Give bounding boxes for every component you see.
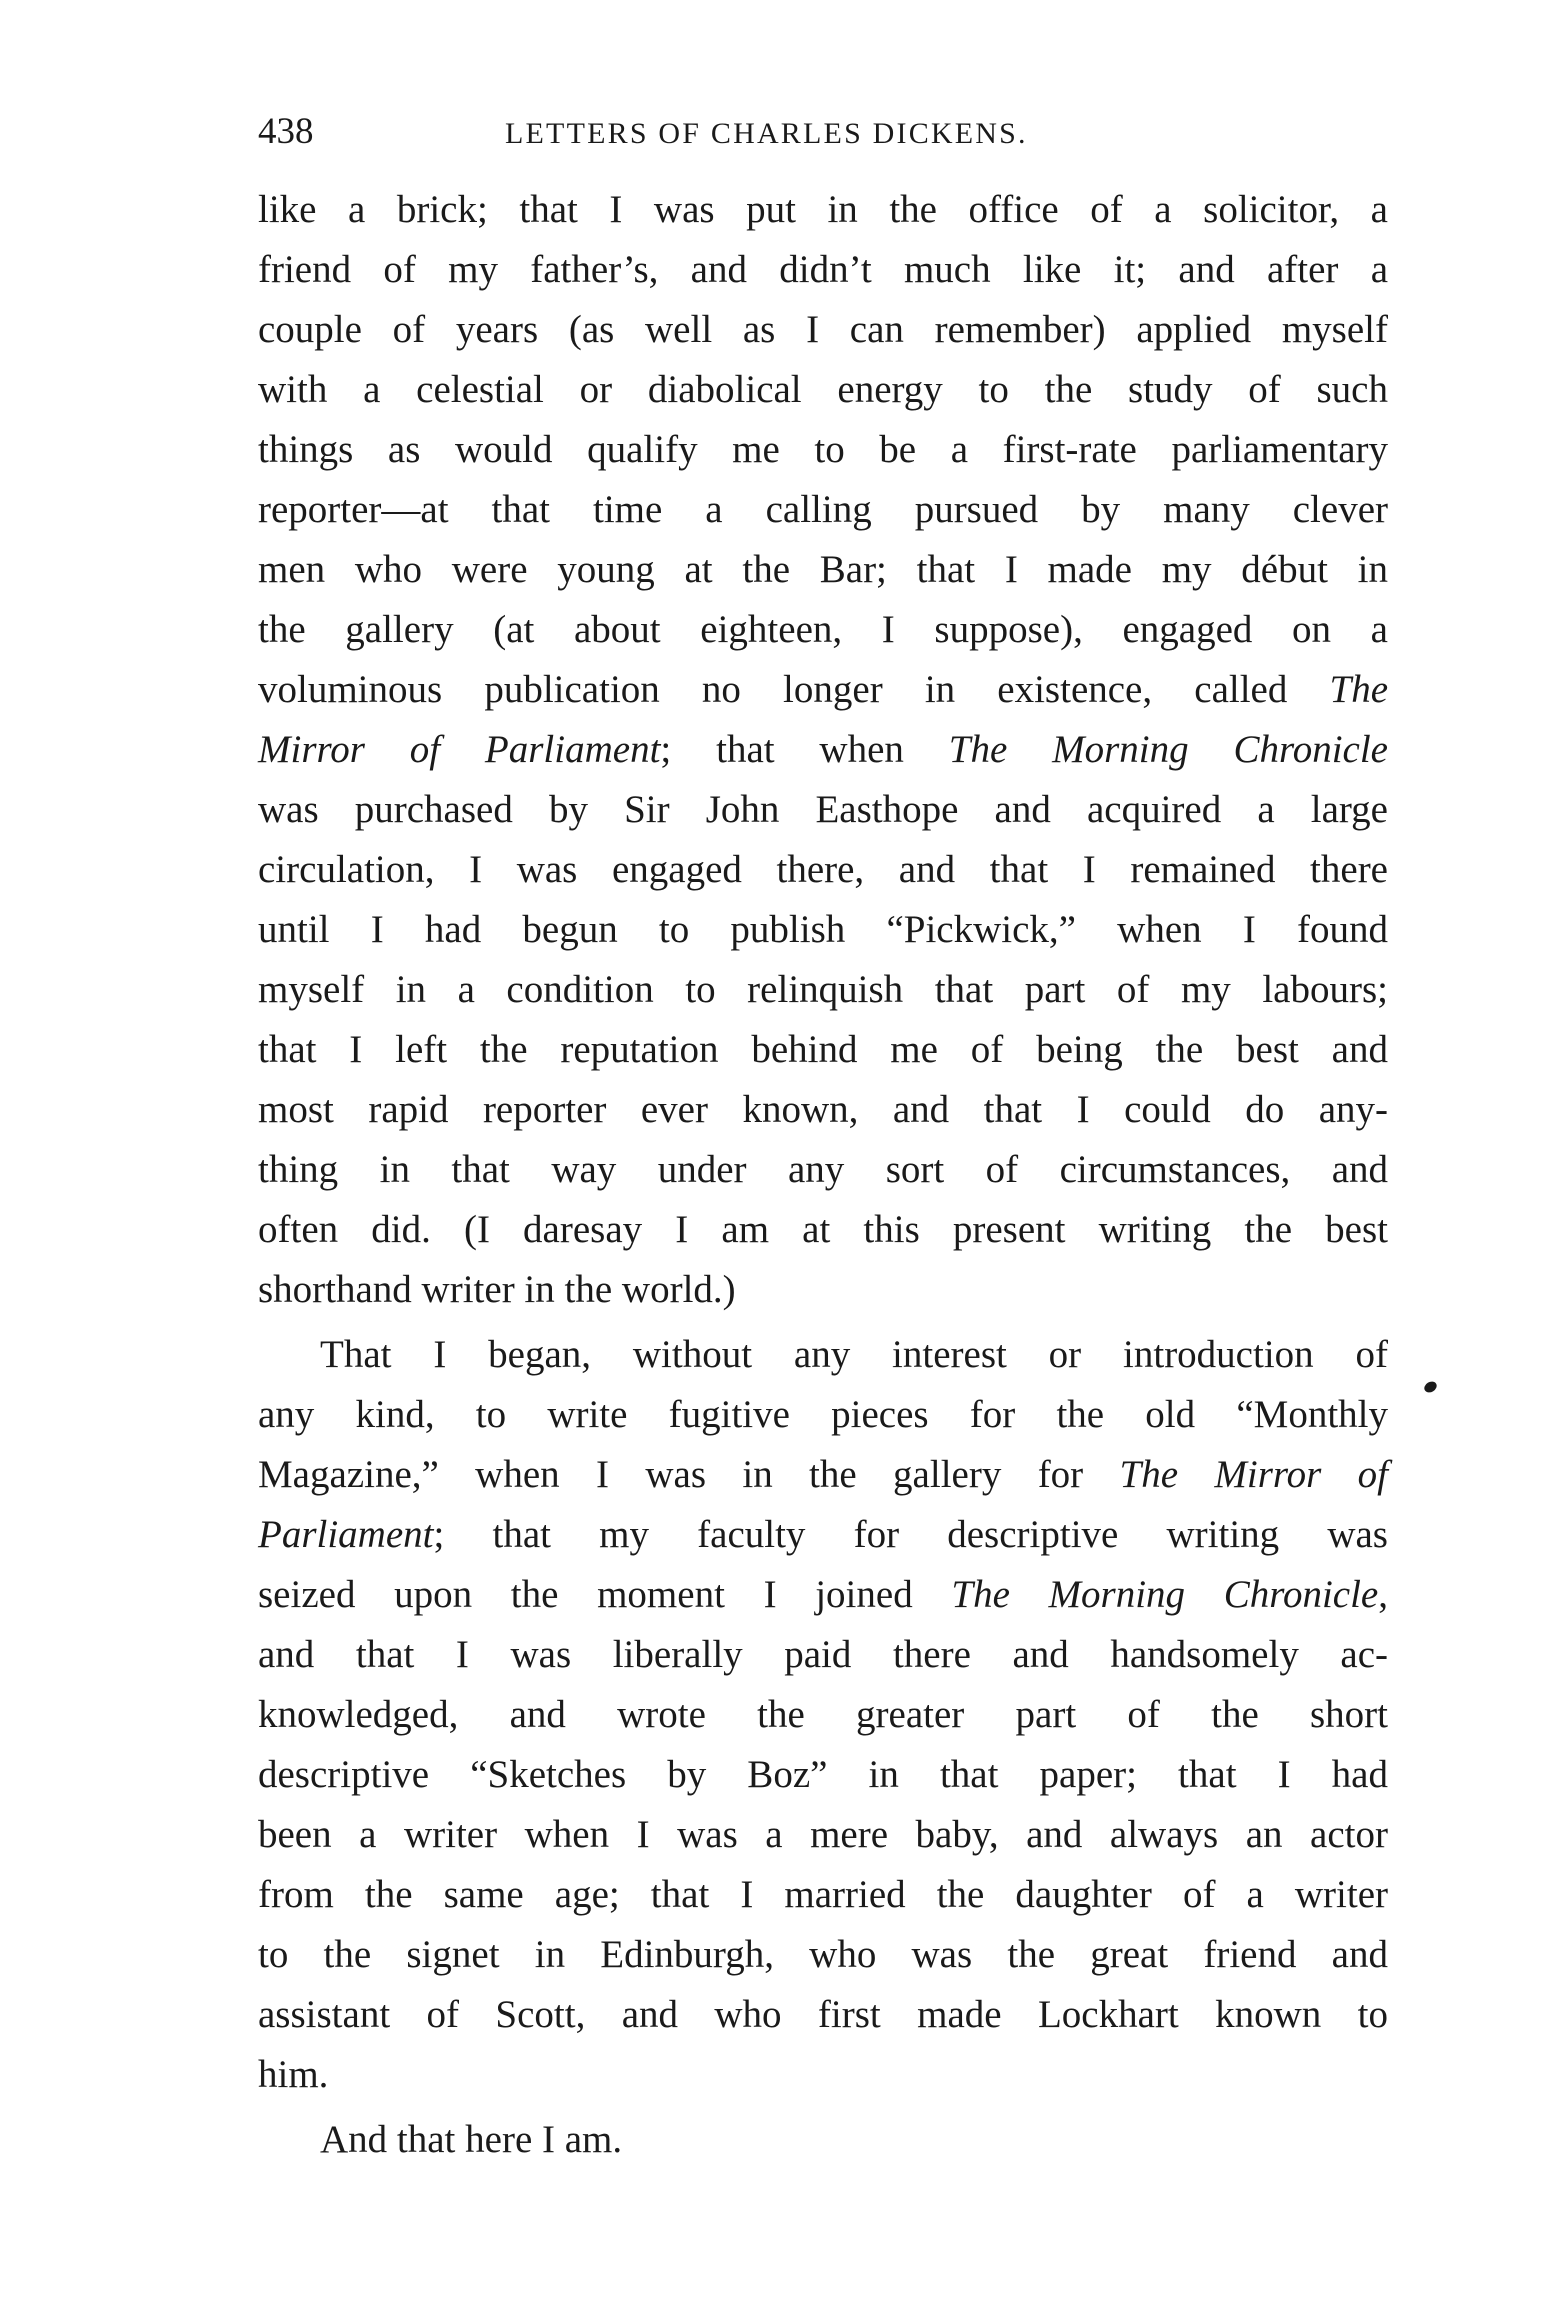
text-line: men who were young at the Bar; that I made my début in (258, 548, 1388, 591)
text-line: from the same age; that I married the daughter of a writer (258, 1873, 1388, 1916)
text-line: shorthand writer in the world.) (258, 1268, 736, 1311)
text-run: seized upon the moment I joined (258, 1573, 952, 1616)
text-line: most rapid reporter ever known, and that I could do any- (258, 1088, 1388, 1131)
text-line: thing in that way under any sort of circumstances, and (258, 1148, 1388, 1191)
text-line: with a celestial or diabolical energy to the study of such (258, 368, 1388, 411)
italic-title: The Mirror of (1119, 1453, 1388, 1496)
text-line: that I left the reputation behind me of being the best and (258, 1028, 1388, 1071)
text-line (258, 1565, 1388, 1625)
text-line (258, 660, 1388, 720)
text-line: couple of years (as well as I can remember) applied myself (258, 308, 1388, 351)
text-line: assistant of Scott, and who first made Lockhart known to (258, 1993, 1388, 2036)
paragraph (258, 2110, 1388, 2170)
italic-title: The Morning Chronicle (948, 728, 1388, 771)
running-title: LETTERS OF CHARLES DICKENS. (505, 117, 1028, 150)
text-line: any kind, to write fugitive pieces for the old “Monthly (258, 1393, 1388, 1436)
italic-title: The Morning Chronicle (951, 1573, 1379, 1616)
italic-title: Mirror of Parliament (258, 728, 661, 771)
text-line: reporter—at that time a calling pursued by many clever (258, 488, 1388, 531)
page-number: 438 (258, 111, 314, 152)
text-line (258, 1505, 1388, 1565)
text-line: the gallery (at about eighteen, I suppose), engaged on a (258, 608, 1388, 651)
text-line: been a writer when I was a mere baby, and always an actor (258, 1813, 1388, 1856)
text-run: ; that when (660, 728, 949, 771)
text-line: until I had begun to publish “Pickwick,” when I found (258, 908, 1388, 951)
text-line: And that here I am. (320, 2118, 623, 2161)
text-line (258, 720, 1388, 780)
text-line: myself in a condition to relinquish that part of my labours; (258, 968, 1388, 1011)
text-line: like a brick; that I was put in the office of a solicitor, a (258, 188, 1388, 231)
text-line: was purchased by Sir John Easthope and acquired a large (258, 788, 1388, 831)
italic-title: The (1329, 668, 1388, 711)
text-run: , (1378, 1573, 1388, 1616)
ink-speck (1422, 1379, 1438, 1394)
text-line (258, 1445, 1388, 1505)
text-line: to the signet in Edinburgh, who was the great friend and (258, 1933, 1388, 1976)
text-line: often did. (I daresay I am at this present writing the best (258, 1208, 1388, 1251)
body-text (258, 180, 1388, 2170)
text-line: circulation, I was engaged there, and that I remained there (258, 848, 1388, 891)
paragraph (258, 1325, 1388, 2105)
text-line: descriptive “Sketches by Boz” in that paper; that I had (258, 1753, 1388, 1796)
italic-title: Parliament (258, 1513, 434, 1556)
text-line: That I began, without any interest or introduction of (320, 1333, 1388, 1376)
text-line: knowledged, and wrote the greater part of the short (258, 1693, 1388, 1736)
paragraph (258, 180, 1388, 1320)
text-line: and that I was liberally paid there and handsomely ac- (258, 1633, 1388, 1676)
text-line: friend of my father’s, and didn’t much like it; and after a (258, 248, 1388, 291)
text-run: Magazine,” when I was in the gallery for (258, 1453, 1120, 1496)
text-line: him. (258, 2053, 329, 2096)
text-run: voluminous publication no longer in existence, called (258, 668, 1330, 711)
text-run: ; that my faculty for descriptive writing was (433, 1513, 1388, 1556)
running-head (258, 102, 1386, 162)
text-line: things as would qualify me to be a first-rate parliamentary (258, 428, 1388, 471)
